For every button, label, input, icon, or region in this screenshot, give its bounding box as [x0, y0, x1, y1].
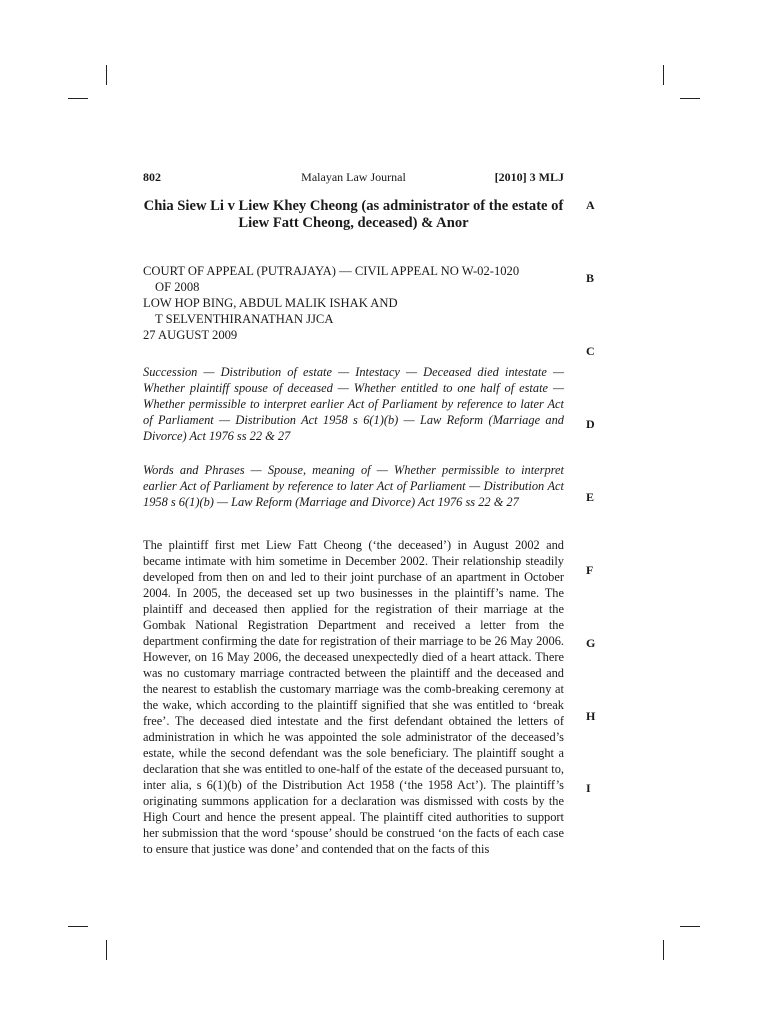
- crop-mark: [106, 65, 107, 85]
- court-line: COURT OF APPEAL (PUTRAJAYA) — CIVIL APPEAL NO W-02-1020: [143, 264, 520, 278]
- margin-letter: A: [586, 198, 595, 212]
- margin-letter: D: [586, 417, 595, 431]
- decision-date: 27 AUGUST 2009: [143, 328, 238, 342]
- court-details: [143, 263, 573, 343]
- judges-line: LOW HOP BING, ABDUL MALIK ISHAK AND: [143, 296, 398, 310]
- page-number: 802: [143, 170, 161, 184]
- margin-letter: E: [586, 490, 595, 504]
- crop-mark: [68, 926, 88, 927]
- headnote-paragraph: The plaintiff first met Liew Fatt Cheong (‘the deceased’) in August 2002 and became intimate with him sometime in December 2002. Their relationship steadily developed from then on and led to their joint purchase of an apartment in October 2004. In 2005, the deceased set up two businesses in the plaintiff’s name. The plaintiff and deceased then applied for the registration of their marriage at the Gombak National Registration Department and received a letter from the department confirming the date for registration of their marriage to be 26 May 2006. However, on 16 May 2006, the deceased unexpectedly died of a heart attack. There was no customary marriage contracted between the plaintiff and the deceased and the nearest to establish the customary marriage was the comb-breaking ceremony at the wake, which according to the plaintiff signified that she was entitled to ‘break free’. The deceased died intestate and the first defendant obtained the letters of administration in which he was appointed the sole administrator of the deceased’s estate, while the second defendant was the sole beneficiary. The plaintiff sought a declaration that she was entitled to one-half of the estate of the deceased pursuant to, inter alia, s 6(1)(b) of the Distribution Act 1958 (‘the 1958 Act’). The plaintiff’s originating summons application for a declaration was dismissed with costs by the High Court and hence the present appeal. The plaintiff cited authorities to support her submission that the word ‘spouse’ should be construed ‘on the facts of each case to ensure that justice was done’ and contended that on the facts of this: [143, 538, 564, 856]
- crop-mark: [663, 940, 664, 960]
- margin-letter: C: [586, 344, 595, 358]
- citation: [2010] 3 MLJ: [494, 170, 564, 184]
- margin-letter: H: [586, 709, 596, 723]
- crop-mark: [680, 926, 700, 927]
- court-line: OF 2008: [155, 280, 200, 294]
- crop-mark: [680, 98, 700, 99]
- catchwords-paragraph: Succession — Distribution of estate — Intestacy — Deceased died intestate — Whether plaintiff spouse of deceased — Whether entitled to one half of estate — Whether permissible to interpret earlier Act of Parliament by reference to later Act of Parliament — Distribution Act 1958 s 6(1)(b) — Law Reform (Marriage and Divorce) Act 1976 ss 22 & 27: [143, 365, 564, 443]
- journal-title: Malayan Law Journal: [301, 170, 406, 184]
- margin-letter: F: [586, 563, 594, 577]
- margin-letter: G: [586, 636, 596, 650]
- margin-letter: B: [586, 271, 595, 285]
- crop-mark: [68, 98, 88, 99]
- case-title: Chia Siew Li v Liew Khey Cheong (as administrator of the estate of Liew Fatt Cheong, deceased) & Anor: [143, 198, 564, 231]
- judges-line: T SELVENTHIRANATHAN JJCA: [155, 312, 334, 326]
- crop-mark: [106, 940, 107, 960]
- margin-letter: I: [586, 781, 591, 795]
- catchwords-paragraph: Words and Phrases — Spouse, meaning of — Whether permissible to interpret earlier Act of Parliament by reference to later Act of Parliament — Distribution Act 1958 s 6(1)(b) — Law Reform (Marriage and Divorce) Act 1976 ss 22 & 27: [143, 463, 564, 509]
- crop-mark: [663, 65, 664, 85]
